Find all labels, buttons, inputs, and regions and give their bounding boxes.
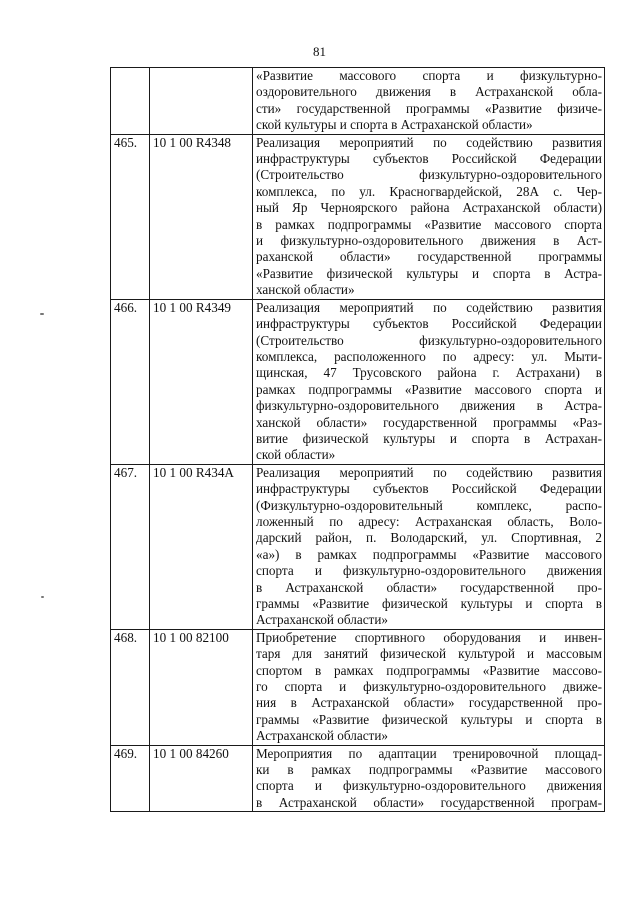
classification-code-cell [150,68,253,135]
description-line: Приобретение спортивного оборудования и инвен- [256,629,602,645]
description-line: Астраханской области» [256,612,388,628]
table-row [111,134,605,299]
description-cell [253,68,605,135]
description-line: «Развитие массового спорта и физкультурно- [256,68,602,83]
description-line: в Астраханской области» государственной програм- [256,794,602,810]
scan-speck [41,596,44,598]
description-line: ханской области» [256,282,355,298]
table-row [111,68,605,135]
description-line: комплекса, расположенного по адресу: ул. Мыти- [256,348,602,364]
description-line: спортом в рамках подпрограммы «Развитие массово- [256,662,602,678]
description-line: ния в Астраханской области» государственной про- [256,695,602,711]
description-line: спорта и физкультурно-оздоровительного движения [256,778,602,794]
row-number-cell [111,68,150,135]
row-number-cell: 467. [111,464,150,629]
description-line: комплекса, по ул. Красногвардейской, 28А с. Чер- [256,183,602,199]
row-number-cell: 466. [111,299,150,464]
description-line: инфраструктуры субъектов Российской Федерации [256,481,602,497]
description-cell [253,745,605,812]
description-cell [253,629,605,745]
description-line: «а») в рамках подпрограммы «Развитие массового [256,546,602,562]
description-line: (Строительство физкультурно-оздоровительного [256,332,602,348]
description-line: оздоровительного движения в Астраханской обла- [256,84,602,100]
scan-speck [40,313,44,315]
description-line: сти» государственной программы «Развитие физиче- [256,100,602,116]
description-line: го спорта и физкультурно-оздоровительного движе- [256,679,602,695]
table-row [111,629,605,745]
classification-code-cell: 10 1 00 R4348 [150,134,253,299]
description-line: Реализация мероприятий по содействию развития [256,464,602,480]
description-line: и физкультурно-оздоровительного движения в Аст- [256,233,602,249]
description-line: ханской области» государственной программы «Раз- [256,414,602,430]
description-line: щинская, 47 Трусовского района г. Астрахани) в [256,365,602,381]
description-line: инфраструктуры субъектов Российской Федерации [256,151,602,167]
classification-code-cell: 10 1 00 R4349 [150,299,253,464]
description-line: ный Яр Черноярского района Астраханской области) [256,200,602,216]
row-number-cell: 468. [111,629,150,745]
description-cell [253,464,605,629]
description-line: (Физкультурно-оздоровительный комплекс, распо- [256,497,602,513]
budget-classification-table [110,67,605,812]
classification-code-cell: 10 1 00 R434А [150,464,253,629]
description-line: инфраструктуры субъектов Российской Федерации [256,316,602,332]
description-line: граммы «Развитие физической культуры и спорта в [256,596,602,611]
description-line: ской области» [256,447,336,463]
description-line: (Строительство физкультурно-оздоровительного [256,167,602,183]
description-cell [253,134,605,299]
description-line: раханской области» государственной программы [256,249,602,265]
description-cell [253,299,605,464]
row-number-cell: 469. [111,745,150,812]
description-line: граммы «Развитие физической культуры и спорта в [256,711,602,727]
description-line: в Астраханской области» государственной про- [256,579,602,595]
description-line: ской культуры и спорта в Астраханской области» [256,117,533,133]
description-line: спорта и физкультурно-оздоровительного движения [256,563,602,579]
description-line: витие физической культуры и спорта в Астрахан- [256,430,602,446]
description-line: рамках подпрограммы «Развитие массового спорта и [256,381,602,397]
classification-code-cell: 10 1 00 82100 [150,629,253,745]
description-line: «Развитие физической культуры и спорта в Астра- [256,265,602,281]
description-line: дарский район, п. Володарский, ул. Спортивная, 2 [256,530,602,546]
description-line: таря для занятий физической культурой и массовым [256,646,602,662]
description-line: в рамках подпрограммы «Развитие массового спорта [256,216,602,232]
table-row [111,299,605,464]
classification-code-cell: 10 1 00 84260 [150,745,253,812]
description-line: физкультурно-оздоровительного движения в Астра- [256,398,602,414]
description-line: Мероприятия по адаптации тренировочной площад- [256,745,602,761]
page-number: 81 [313,44,326,59]
row-number-cell: 465. [111,134,150,299]
table-body [111,68,605,812]
description-line: ки в рамках подпрограммы «Развитие массового [256,762,602,778]
description-line: Реализация мероприятий по содействию развития [256,134,602,150]
table-row [111,745,605,812]
table-row [111,464,605,629]
description-line: Астраханской области» [256,728,388,744]
description-line: ложенный по адресу: Астраханская область, Воло- [256,513,602,529]
description-line: Реализация мероприятий по содействию развития [256,299,602,315]
